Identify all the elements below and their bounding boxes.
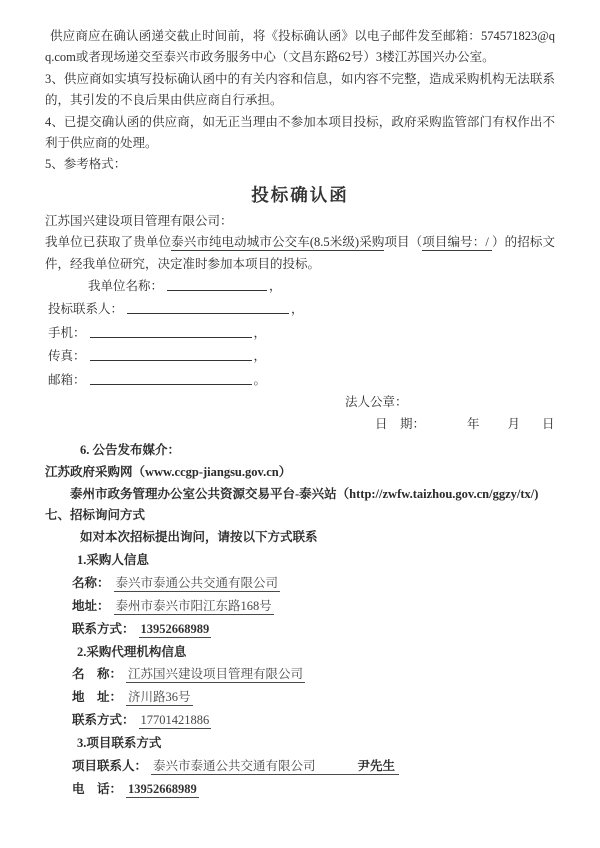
letter-body xyxy=(45,232,555,275)
field-tail: ， xyxy=(253,349,267,364)
legal-seal-row xyxy=(45,392,555,413)
date-year: 年 xyxy=(467,416,480,431)
date-day: 日 xyxy=(542,416,555,431)
purchaser-name-value: 泰兴市泰通公共交通有限公司 xyxy=(115,575,279,590)
project-contact-person: 尹先生 xyxy=(357,759,396,774)
purchaser-address-label: 地址： xyxy=(72,598,110,613)
purchaser-contact-row xyxy=(45,618,555,641)
letter-body-tail: ）的招标文件，经我单位研究，决定准时参加本项目的投标。 xyxy=(45,235,555,271)
field-tail: 。 xyxy=(253,372,267,387)
agency-name-value: 江苏国兴建设项目管理有限公司 xyxy=(128,667,304,682)
letter-body-mid: 项目（ xyxy=(384,235,423,250)
date-row xyxy=(45,414,555,435)
project-phone-row xyxy=(45,778,555,801)
agency-address-value: 济川路36号 xyxy=(128,690,191,705)
purchaser-address-value: 泰州市泰兴市阳江东路168号 xyxy=(115,598,272,613)
purchaser-address-row xyxy=(45,595,555,618)
purchaser-name-row xyxy=(45,572,555,595)
project-name-underlined: 泰兴市纯电动城市公交车(8.5米级)采购 xyxy=(171,235,385,250)
date-label: 日 期： xyxy=(375,416,426,431)
letter-body-pre: 我单位已获取了贵单位 xyxy=(45,235,172,250)
agency-name-label: 名 称： xyxy=(72,667,123,682)
field-tail: ， xyxy=(291,302,304,317)
project-phone-label: 电 话： xyxy=(72,781,123,796)
field-label: 传真： xyxy=(48,349,86,364)
agency-info-heading: 2.采购代理机构信息 xyxy=(77,644,187,659)
blank-line xyxy=(167,278,267,291)
purchaser-contact-label: 联系方式： xyxy=(72,621,135,636)
blank-line xyxy=(90,325,252,338)
project-contact-value xyxy=(151,759,399,775)
paragraph-submission-instruction: 供应商应在确认函递交截止时间前，将《投标确认函》以电子邮件发至邮箱：574571823@qq.com或者现场递交至泰兴市政务服务中心（文昌东路62号）3楼江苏国兴办公室。 xyxy=(45,29,555,65)
project-contact-company: 泰兴市泰通公共交通有限公司 xyxy=(153,759,316,774)
project-phone-value: 13952668989 xyxy=(128,781,197,796)
field-label: 我单位名称： xyxy=(88,279,164,294)
section7-intro: 如对本次招标提出询问，请按以下方式联系 xyxy=(80,530,318,545)
project-number-underlined: 项目编号：/ xyxy=(422,235,493,250)
project-contact-row xyxy=(45,755,555,778)
agency-contact-row xyxy=(45,709,555,732)
field-label: 投标联系人： xyxy=(48,302,124,317)
paragraph-item-3: 3、供应商如实填写投标确认函中的有关内容和信息，如内容不完整，造成采购机构无法联系的，其引发的不良后果由供应商自行承担。 xyxy=(45,71,555,108)
letter-title: 投标确认函 xyxy=(251,184,349,205)
purchaser-name-label: 名称： xyxy=(72,575,110,590)
section7-heading: 七、招标询问方式 xyxy=(45,508,146,523)
seal-label: 法人公章： xyxy=(345,395,408,410)
letter-salutation: 江苏国兴建设项目管理有限公司： xyxy=(45,213,233,228)
agency-contact-label: 联系方式： xyxy=(72,713,135,728)
form-field-mobile xyxy=(45,322,555,345)
blank-line xyxy=(90,372,252,385)
form-field-unit-name xyxy=(45,275,555,298)
media-taizhou-platform: 泰州市政务管理办公室公共资源交易平台-泰兴站（http://zwfw.taizhou.gov.cn/ggzy/tx/) xyxy=(70,486,539,501)
blank-line xyxy=(127,301,289,314)
project-contact-label: 项目联系人： xyxy=(72,759,148,774)
purchaser-contact-value: 13952668989 xyxy=(140,621,210,636)
purchaser-info-heading: 1.采购人信息 xyxy=(77,552,149,567)
field-tail: ， xyxy=(269,279,282,294)
form-field-email xyxy=(45,369,555,392)
field-label: 手机： xyxy=(48,325,86,340)
media-jiangsu-procurement: 江苏政府采购网（www.ccgp-jiangsu.gov.cn） xyxy=(45,464,292,479)
section6-heading: 6. 公告发布媒介： xyxy=(80,442,181,457)
form-field-bid-contact xyxy=(45,298,555,321)
blank-line xyxy=(90,348,252,361)
date-month: 月 xyxy=(507,416,521,431)
form-field-fax xyxy=(45,345,555,368)
field-label: 邮箱： xyxy=(48,372,86,387)
agency-name-row xyxy=(45,663,555,686)
paragraph-item-5: 5、参考格式： xyxy=(45,157,127,172)
field-tail: ， xyxy=(253,325,267,340)
agency-address-row xyxy=(45,686,555,709)
agency-address-label: 地 址： xyxy=(72,690,123,705)
agency-contact-value: 17701421886 xyxy=(140,713,210,728)
project-contact-heading: 3.项目联系方式 xyxy=(77,736,162,751)
paragraph-item-4: 4、已提交确认函的供应商，如无正当理由不参加本项目投标，政府采购监管部门有权作出不利于供应商的处理。 xyxy=(45,114,555,151)
